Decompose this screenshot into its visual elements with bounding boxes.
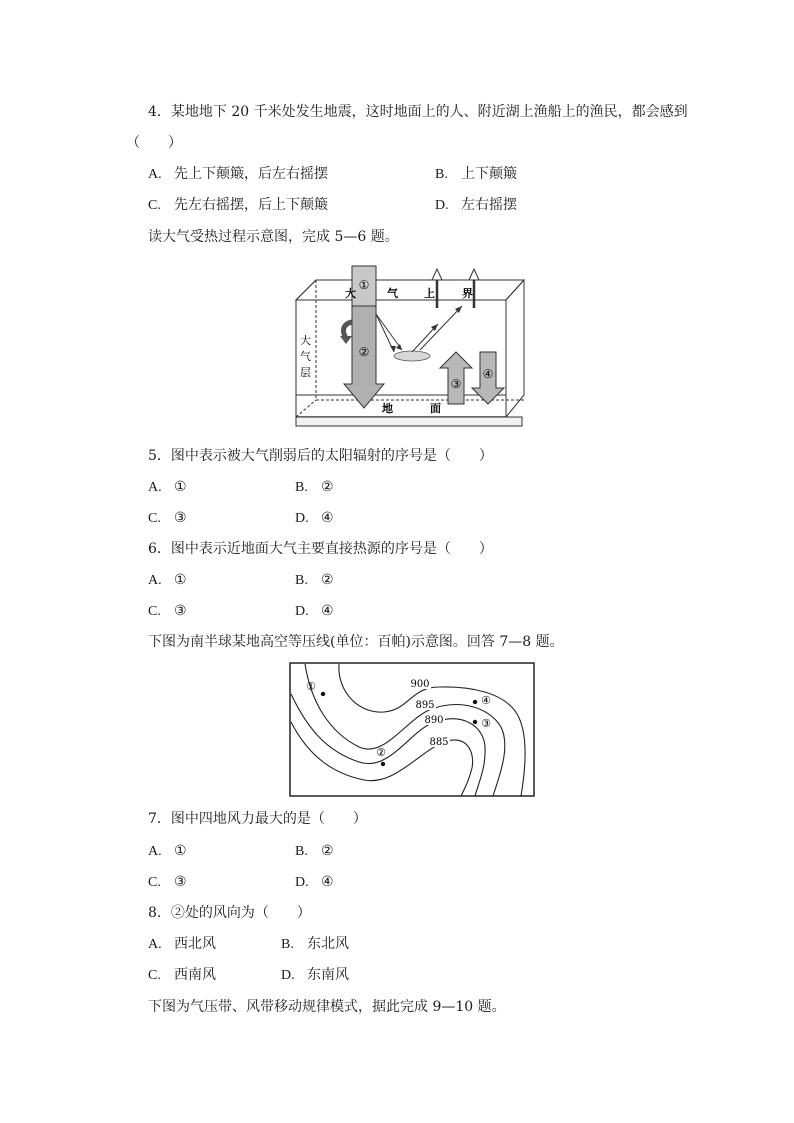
point-1 <box>321 692 325 696</box>
point-4 <box>473 700 477 704</box>
option-text: ③ <box>174 603 187 619</box>
point-3-label: ③ <box>481 717 491 730</box>
option-key: A. <box>148 167 162 182</box>
question-6-option-a <box>148 570 187 591</box>
question-7-option-b <box>295 841 334 862</box>
question-5-option-b <box>295 477 334 498</box>
question-8-option-c <box>148 965 216 986</box>
option-text: ③ <box>174 874 187 890</box>
option-text: ① <box>174 479 187 495</box>
option-text: ① <box>174 843 187 859</box>
question-7-option-d <box>295 872 334 893</box>
option-text: ④ <box>321 510 334 526</box>
question-5-stem: 5．图中表示被大气削弱后的太阳辐射的序号是（ ） <box>148 448 493 464</box>
option-key: C. <box>148 604 161 619</box>
isobar-885: 885 <box>429 737 449 748</box>
option-text: ② <box>321 572 334 588</box>
point-2-label: ② <box>376 746 386 759</box>
option-key: D. <box>295 604 309 619</box>
option-key: A. <box>148 480 162 495</box>
side-label-2: 气 <box>300 350 311 363</box>
option-key: A. <box>148 844 162 859</box>
intro-9-10: 下图为气压带、风带移动规律模式，据此完成 9—10 题。 <box>148 999 506 1015</box>
ground-label-1: 地 <box>382 402 393 415</box>
marker-4: ④ <box>482 367 494 381</box>
question-4-option-d <box>435 195 517 216</box>
option-text: 上下颠簸 <box>461 166 517 182</box>
option-text: ③ <box>174 510 187 526</box>
option-key: C. <box>148 198 161 213</box>
option-text: ② <box>321 843 334 859</box>
question-5-option-d <box>295 508 334 529</box>
isobar-map <box>289 662 535 798</box>
top-label-3: 上 <box>424 287 435 300</box>
side-label-1: 大 <box>300 334 311 347</box>
option-text: 西北风 <box>174 936 216 952</box>
option-key: D. <box>281 968 295 983</box>
option-text: 左右摇摆 <box>461 197 517 213</box>
question-8-option-b <box>281 934 349 955</box>
isobar-890: 890 <box>424 715 444 726</box>
option-text: ④ <box>321 603 334 619</box>
question-4-stem: 4．某地地下 20 千米处发生地震，这时地面上的人、附近湖上渔船上的渔民，都会感到 <box>148 104 688 120</box>
option-key: D. <box>295 875 309 890</box>
question-8-stem: 8．②处的风向为（ ） <box>148 905 311 921</box>
question-5-option-a <box>148 477 187 498</box>
option-key: C. <box>148 968 161 983</box>
option-key: A. <box>148 573 162 588</box>
option-key: B. <box>295 844 308 859</box>
option-key: C. <box>148 875 161 890</box>
option-text: ② <box>321 479 334 495</box>
question-6-option-c <box>148 601 187 622</box>
question-8-option-a <box>148 934 216 955</box>
question-7-option-a <box>148 841 187 862</box>
option-text: 东南风 <box>307 967 349 983</box>
intro-7-8: 下图为南半球某地高空等压线(单位：百帕)示意图。回答 7—8 题。 <box>148 634 564 650</box>
side-label-3: 层 <box>300 366 311 379</box>
point-3 <box>473 720 477 724</box>
point-4-label: ④ <box>481 694 491 707</box>
option-text: 西南风 <box>174 967 216 983</box>
question-4-paren: （ ） <box>126 135 182 151</box>
isobar-900: 900 <box>410 679 430 690</box>
question-4-option-a <box>148 164 328 185</box>
question-6-option-d <box>295 601 334 622</box>
intro-5-6: 读大气受热过程示意图，完成 5—6 题。 <box>148 229 399 245</box>
option-key: C. <box>148 511 161 526</box>
atmosphere-heating-diagram <box>290 264 530 430</box>
option-key: B. <box>281 937 294 952</box>
top-label-1: 大 <box>345 287 356 300</box>
question-6-option-b <box>295 570 334 591</box>
option-key: B. <box>295 480 308 495</box>
marker-1: ① <box>358 278 370 292</box>
point-2 <box>381 762 385 766</box>
option-text: 先上下颠簸，后左右摇摆 <box>174 166 328 182</box>
isobar-895: 895 <box>415 700 435 711</box>
point-1-label: ① <box>306 680 316 693</box>
top-label-4: 界 <box>462 287 473 300</box>
question-4-option-b <box>435 164 517 185</box>
question-5-option-c <box>148 508 187 529</box>
option-text: ① <box>174 572 187 588</box>
question-4-option-c <box>148 195 328 216</box>
option-text: ④ <box>321 874 334 890</box>
option-key: B. <box>295 573 308 588</box>
ground-label-2: 面 <box>430 402 441 415</box>
option-key: D. <box>295 511 309 526</box>
marker-2: ② <box>358 345 370 359</box>
option-key: A. <box>148 937 162 952</box>
top-label-2: 气 <box>387 287 398 300</box>
question-7-option-c <box>148 872 187 893</box>
option-key: D. <box>435 198 449 213</box>
option-text: 先左右摇摆，后上下颠簸 <box>174 197 328 213</box>
question-6-stem: 6．图中表示近地面大气主要直接热源的序号是（ ） <box>148 541 493 557</box>
option-text: 东北风 <box>307 936 349 952</box>
option-key: B. <box>435 167 448 182</box>
marker-3: ③ <box>450 377 462 391</box>
question-7-stem: 7．图中四地风力最大的是（ ） <box>148 811 367 827</box>
question-8-option-d <box>281 965 349 986</box>
